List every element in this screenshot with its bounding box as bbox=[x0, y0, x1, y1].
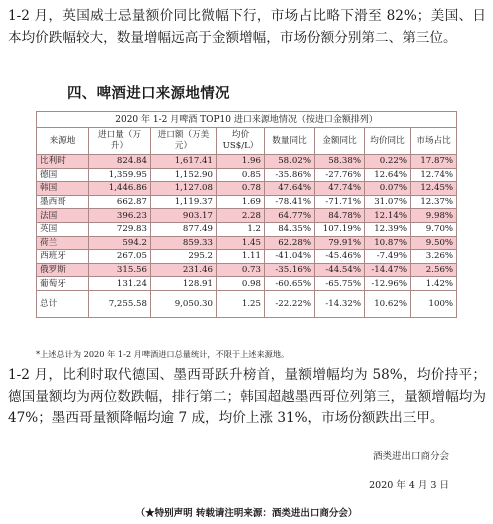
table-cell-country: 韩国 bbox=[37, 182, 89, 196]
signature: 酒类进出口商分会 bbox=[372, 451, 449, 462]
table-cell: 1,152.90 bbox=[151, 168, 217, 182]
table-cell: 1.42% bbox=[411, 277, 457, 291]
analysis-paragraph: 1-2 月，比利时取代德国、墨西哥跃升榜首，量额增幅均为 58%，均价持平；德国量额均为两位数跌幅，排行第二；韩国超越墨西哥位列第三，量额增幅均为 47%；墨西哥量额降幅均逾 7 成，均价上涨 31%，市场份额跌出三甲。 bbox=[8, 367, 486, 426]
table-row bbox=[37, 277, 457, 291]
table-cell: 84.35% bbox=[265, 222, 315, 236]
table-cell: 1.25 bbox=[217, 290, 265, 317]
table-cell: 3.26% bbox=[411, 250, 457, 264]
table-cell: 903.17 bbox=[151, 209, 217, 223]
table-cell: 662.87 bbox=[89, 195, 151, 209]
table-cell: 594.2 bbox=[89, 236, 151, 250]
table-cell: 0.98 bbox=[217, 277, 265, 291]
table-cell: 1.45 bbox=[217, 236, 265, 250]
table-cell: -14.32% bbox=[315, 290, 365, 317]
table-title: 2020 年 1-2 月啤酒 TOP10 进口来源地情况（按进口金额排列） bbox=[37, 112, 457, 128]
table-cell: 231.46 bbox=[151, 263, 217, 277]
table-cell: 824.84 bbox=[89, 155, 151, 169]
table-row bbox=[37, 236, 457, 250]
table-cell: 9.50% bbox=[411, 236, 457, 250]
table-row bbox=[37, 155, 457, 169]
table-cell: 0.07% bbox=[365, 182, 411, 196]
table-row bbox=[37, 195, 457, 209]
table-cell: 128.91 bbox=[151, 277, 217, 291]
table-cell: 10.62% bbox=[365, 290, 411, 317]
table-cell: 64.77% bbox=[265, 209, 315, 223]
table-cell: 267.05 bbox=[89, 250, 151, 264]
table-header-cell: 均价同比 bbox=[365, 128, 411, 155]
table-cell: -22.22% bbox=[265, 290, 315, 317]
table-header-cell: 金额同比 bbox=[315, 128, 365, 155]
table-header-cell: 数量同比 bbox=[265, 128, 315, 155]
table-cell-country: 葡萄牙 bbox=[37, 277, 89, 291]
table-cell: 58.38% bbox=[315, 155, 365, 169]
table-header-cell: 进口量（万升） bbox=[89, 128, 151, 155]
table-cell: 396.23 bbox=[89, 209, 151, 223]
table-cell: 9,050.30 bbox=[151, 290, 217, 317]
table-cell: 0.85 bbox=[217, 168, 265, 182]
table-cell: 1.2 bbox=[217, 222, 265, 236]
table-cell: 47.74% bbox=[315, 182, 365, 196]
table-header-cell: 进口额（万美元） bbox=[151, 128, 217, 155]
table-cell: 729.83 bbox=[89, 222, 151, 236]
table-cell: -71.71% bbox=[315, 195, 365, 209]
table-cell: 2.28 bbox=[217, 209, 265, 223]
table-cell: 0.22% bbox=[365, 155, 411, 169]
table-cell: -78.41% bbox=[265, 195, 315, 209]
table-cell: -45.46% bbox=[315, 250, 365, 264]
table-cell: 84.78% bbox=[315, 209, 365, 223]
table-cell: 0.73 bbox=[217, 263, 265, 277]
table-cell: 1,127.08 bbox=[151, 182, 217, 196]
table-cell: 0.78 bbox=[217, 182, 265, 196]
table-cell: 12.64% bbox=[365, 168, 411, 182]
table-row bbox=[37, 168, 457, 182]
table-cell: 1,359.95 bbox=[89, 168, 151, 182]
table-cell: 58.02% bbox=[265, 155, 315, 169]
table-cell: 1,446.86 bbox=[89, 182, 151, 196]
section-heading: 四、啤酒进口来源地情况 bbox=[67, 85, 230, 102]
table-header-row bbox=[37, 128, 457, 155]
table-cell: -44.54% bbox=[315, 263, 365, 277]
table-cell: -60.65% bbox=[265, 277, 315, 291]
table-cell: 1,119.37 bbox=[151, 195, 217, 209]
table-cell: 107.19% bbox=[315, 222, 365, 236]
table-row bbox=[37, 222, 457, 236]
intro-paragraph: 1-2 月，英国威士忌量额价同比微幅下行，市场占比略下滑至 82%；美国、日本均价跌幅较大，数量增幅远高于金额增幅，市场份额分别第二、第三位。 bbox=[8, 8, 486, 46]
table-cell: 315.56 bbox=[89, 263, 151, 277]
table-cell: 31.07% bbox=[365, 195, 411, 209]
copyright-statement: （★特别声明 转载请注明来源：酒类进出口商分会） bbox=[135, 508, 358, 519]
table-cell: 1.96 bbox=[217, 155, 265, 169]
table-cell: 1,617.41 bbox=[151, 155, 217, 169]
table-cell-country: 英国 bbox=[37, 222, 89, 236]
table-cell: -41.04% bbox=[265, 250, 315, 264]
table-cell: 1.69 bbox=[217, 195, 265, 209]
table-cell: -7.49% bbox=[365, 250, 411, 264]
table-row bbox=[37, 290, 457, 317]
table-cell-country: 西班牙 bbox=[37, 250, 89, 264]
table-cell: -65.75% bbox=[315, 277, 365, 291]
table-cell: 62.28% bbox=[265, 236, 315, 250]
beer-import-table bbox=[36, 111, 456, 318]
table-cell-country: 总计 bbox=[37, 290, 89, 317]
table-cell: 100% bbox=[411, 290, 457, 317]
table-cell: -35.86% bbox=[265, 168, 315, 182]
table-cell-country: 荷兰 bbox=[37, 236, 89, 250]
table-cell-country: 俄罗斯 bbox=[37, 263, 89, 277]
table-row bbox=[37, 263, 457, 277]
table-cell-country: 墨西哥 bbox=[37, 195, 89, 209]
table-cell: 9.98% bbox=[411, 209, 457, 223]
table-cell: 2.56% bbox=[411, 263, 457, 277]
table-footnote: *上述总计为 2020 年 1-2 月啤酒进口总量统计，不限于上述来源地。 bbox=[36, 349, 290, 359]
table-row bbox=[37, 250, 457, 264]
table-cell: -35.16% bbox=[265, 263, 315, 277]
table-cell-country: 德国 bbox=[37, 168, 89, 182]
table-cell: 17.87% bbox=[411, 155, 457, 169]
table-cell: 295.2 bbox=[151, 250, 217, 264]
table-cell: 79.91% bbox=[315, 236, 365, 250]
table-cell: 12.74% bbox=[411, 168, 457, 182]
table-cell: -12.96% bbox=[365, 277, 411, 291]
table-header-cell: 均价 US$/L） bbox=[217, 128, 265, 155]
table-row bbox=[37, 182, 457, 196]
table-cell: 12.39% bbox=[365, 222, 411, 236]
table-cell: -27.76% bbox=[315, 168, 365, 182]
table-cell: 10.87% bbox=[365, 236, 411, 250]
table-cell: 7,255.58 bbox=[89, 290, 151, 317]
table-cell: 12.45% bbox=[411, 182, 457, 196]
table-cell: 12.37% bbox=[411, 195, 457, 209]
table-cell: 1.11 bbox=[217, 250, 265, 264]
table-cell: 9.70% bbox=[411, 222, 457, 236]
table-row bbox=[37, 209, 457, 223]
table-cell: 859.33 bbox=[151, 236, 217, 250]
table-cell: 12.14% bbox=[365, 209, 411, 223]
table-cell: 131.24 bbox=[89, 277, 151, 291]
table-cell: -14.47% bbox=[365, 263, 411, 277]
table-cell: 877.49 bbox=[151, 222, 217, 236]
table-cell-country: 比利时 bbox=[37, 155, 89, 169]
table-header-cell: 市场占比 bbox=[411, 128, 457, 155]
table-cell-country: 法国 bbox=[37, 209, 89, 223]
table-header-cell: 来源地 bbox=[37, 128, 89, 155]
table-cell: 47.64% bbox=[265, 182, 315, 196]
publish-date: 2020 年 4 月 3 日 bbox=[369, 480, 449, 491]
